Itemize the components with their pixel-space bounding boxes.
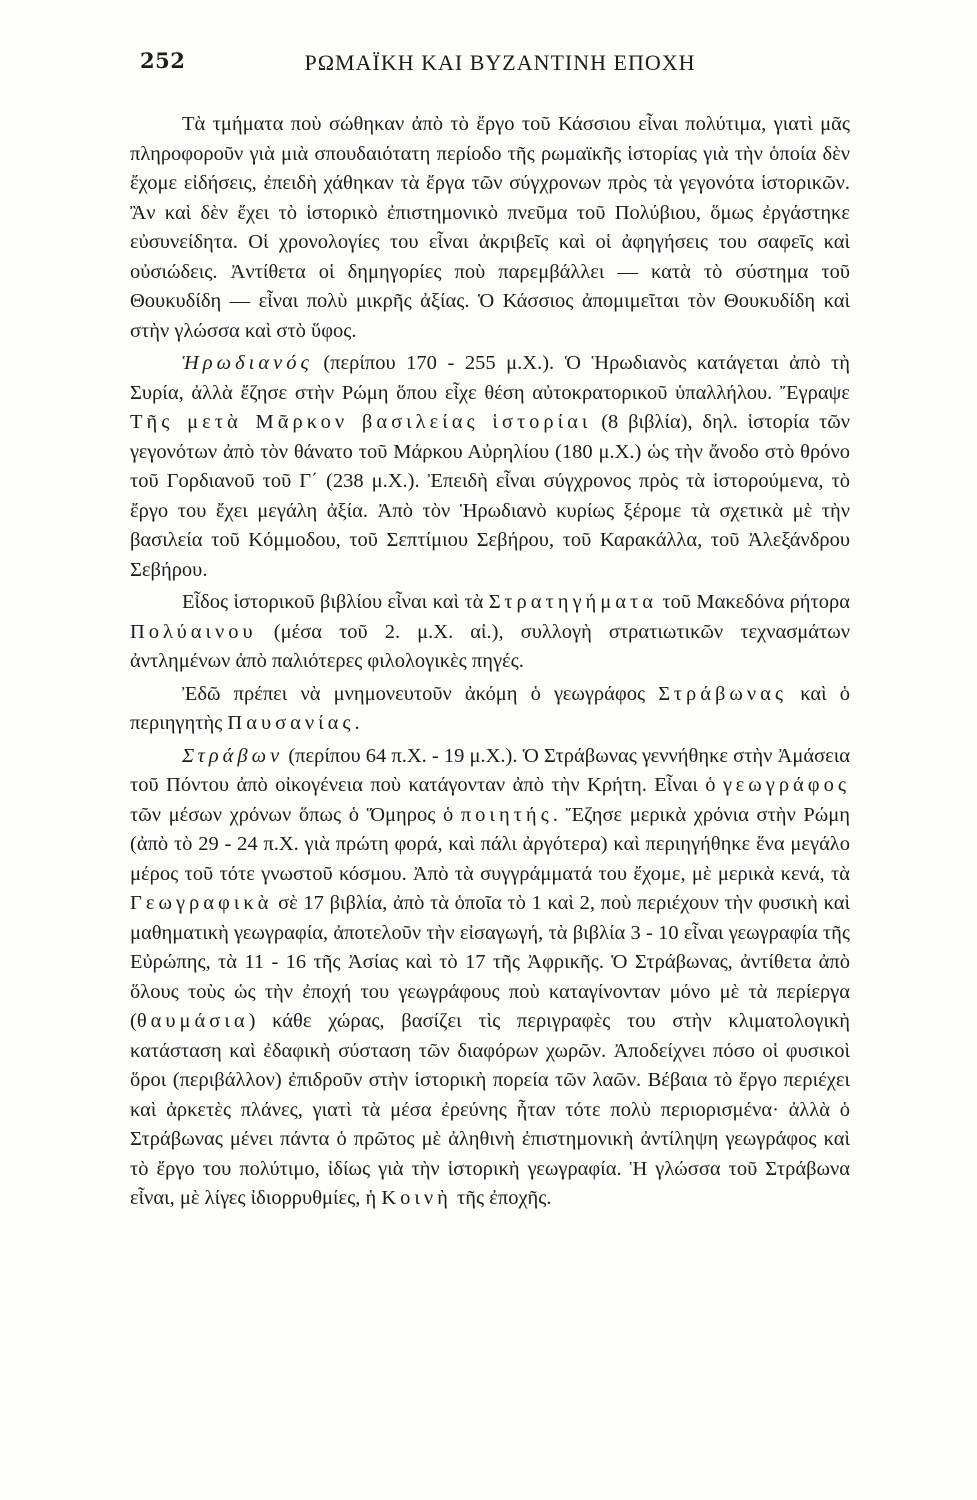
text-run: τῶν μέσων χρόνων ὅπως ὁ Ὅμηρος ὁ [130,803,461,826]
author-name-strabon: Στράβων [182,744,284,767]
page-header [140,44,860,84]
author-name-herodian: Ἡρωδιανός [182,352,313,374]
body-text [130,110,850,1214]
emphasis-wonders: θαυμάσια [136,1010,249,1032]
text-run: (μέσα τοῦ 2. μ.Χ. αἰ.), συλλογὴ στρατιωτικῶν τεχνασμάτων ἀντλημένων ἀπὸ παλιότερες φιλολογικὲς πηγές. [130,620,850,672]
emphasis-geographer: γεωγράφος [722,774,850,796]
page-number: 252 [140,48,186,73]
text-run: ) κάθε χώρας, βασίζει τὶς περιγραφὲς του στὴν κλιματολογικὴ κατάσταση καὶ ἐδαφικὴ σύσταση τῶν διαφόρων χωρῶν. Ἀποδείχνει πόσο οἱ φυσικοὶ ὅροι (περιβάλλον) ἐπιδροῦν στὴν ἱστορικὴ πορεία τῶν λαῶν. Βέβαια τὸ ἔργο περιέχει καὶ ἀρκετὲς πλάνες, γιατὶ τὰ μέσα ἐρεύνης ἦταν τότε πολὺ περιορισμένα· ἀλλὰ ὁ Στράβωνας μένει πάντα ὁ πρῶτος μὲ ἀληθινὴ ἐπιστημονικὴ ἀντίληψη γεωγράφος καὶ τὸ ἔργο του πολύτιμο, ἰδίως γιὰ τὴν ἱστορικὴ γεωγραφία. Ἡ γλώσσα τοῦ Στράβωνα εἶναι, μὲ λίγες ἰδιορρυθμίες, ἡ [130,1010,850,1209]
author-name-pausanias: Παυσανίας [227,712,355,734]
text-run: . Ἔζησε μερικὰ χρόνια στὴν Ρώμη (ἀπὸ τὸ 29 - 24 π.Χ. γιὰ πρώτη φορά, καὶ πάλι ἀργότερα) καὶ περιηγήθηκε ἕνα μεγάλο μέρος τοῦ τότε γνωστοῦ κόσμου. Ἀπὸ τὰ συγγράμματά του ἔχομε, μὲ μερικὰ κενά, τὰ [130,803,850,885]
text-run: τῆς ἐποχῆς. [451,1187,552,1209]
author-name-polyaenus: Πολύαινου [130,620,257,643]
text-run: καὶ ὁ περιηγητὴς [130,682,850,734]
text-run: Εἶδος ἱστορικοῦ βιβλίου εἶναι καὶ τὰ [182,591,489,613]
emphasis-koine: Κοινὴ [381,1187,452,1209]
text-run: Τὰ τμήματα ποὺ σώθηκαν ἀπὸ τὸ ἔργο τοῦ Κάσσιου εἶναι πολύτιμα, γιατὶ μᾶς πληροφοροῦν γιὰ μιὰ σπουδαιότατη περίοδο τῆς ρωμαϊκῆς ἱστορίας γιὰ τὴν ὁποία δὲν ἔχομε εἰδήσεις, ἐπειδὴ χάθηκαν τὰ ἔργα τῶν σύγχρονων πρὸς τὰ γεγονότα ἱστορικῶν. Ἂν καὶ δὲν ἔχει τὸ ἱστορικὸ ἐπιστημονικὸ πνεῦμα τοῦ Πολύβιου, ὅμως ἐργάστηκε εὐσυνείδητα. Οἱ χρονολογίες του εἶναι ἀκριβεῖς καὶ οἱ ἀφηγήσεις του σαφεῖς καὶ οὐσιώδεις. Ἀντίθετα οἱ δημηγορίες ποὺ παρεμβάλλει — κατὰ τὸ σύστημα τοῦ Θουκυδίδη — εἶναι πολὺ μικρῆς ἀξίας. Ὁ Κάσσιος ἀπομιμεῖται τὸν Θουκυδίδη καὶ στὴν γλώσσα καὶ στὸ ὕφος. [130,113,850,342]
work-title-polyaenus: Στρατηγήματα [488,591,657,613]
text-run: Ἐδῶ πρέπει νὰ μνημονευτοῦν ἀκόμη ὁ γεωγράφος [182,682,659,705]
text-run: σὲ 17 βιβλία, ἀπὸ τὰ ὁποῖα τὸ 1 καὶ 2, ποὺ περιέχουν τὴν φυσικὴ καὶ μαθηματικὴ γεωγραφία, ἀποτελοῦν τὴν εἰσαγωγή, τὰ βιβλία 3 - 10 εἶναι γεωγραφία τῆς Εὐρώπης, τὰ 11 - 16 τῆς Ἀσίας καὶ τὸ 17 τῆς Ἀφρικῆς. Ὁ Στράβωνας, ἀντίθετα ἀπὸ ὅλους τοὺς ὡς τὴν ἐποχή του γεωγράφους ποὺ καταγίνονταν μόνο μὲ τὰ περίεργα ( [130,892,850,1032]
text-run: (περίπου 64 π.Χ. - 19 μ.Χ.). Ὁ Στράβωνας γεννήθηκε στὴν Ἀμάσεια τοῦ Πόντου ἀπὸ οἰκογένεια ποὺ κατάγονταν ἀπὸ τὴν Κρήτη. Εἶναι ὁ [130,744,850,796]
work-title-geographica: Γεωγραφικὰ [130,892,273,914]
paragraph-strabo-pausanias [130,680,850,739]
emphasis-poet: ποιητής [460,803,553,826]
paragraph-strabo [130,742,850,1214]
text-run: τοῦ Μακεδόνα ρήτορα [656,591,850,613]
paragraph-cassius [130,110,850,346]
work-title-herodian: Τῆς μετὰ Μᾶρκον βασιλείας ἱστορίαι [130,411,592,433]
paragraph-polyaenus [130,588,850,677]
text-run: (περίπου 170 - 255 μ.Χ.). Ὁ Ἡρωδιανὸς κατάγεται ἀπὸ τὴ Συρία, ἀλλὰ ἔζησε στὴν Ρώμη ὅπου εἶχε θέση αὐτοκρατορικοῦ ὑπαλλήλου. Ἔγραψε [130,352,850,404]
text-run: . [354,712,360,734]
paragraph-herodian [130,349,850,585]
text-run: (8 βιβλία), δηλ. ἱστορία τῶν γεγονότων ἀπὸ τὸν θάνατο τοῦ Μάρκου Αὐρηλίου (180 μ.Χ.) ὡς τὴν ἄνοδο στὸ θρόνο τοῦ Γορδιανοῦ τοῦ Γ΄ (238 μ.Χ.). Ἐπειδὴ εἶναι σύγχρονος πρὸς τὰ ἱστορούμενα, τὸ ἔργο του ἔχει μεγάλη ἀξία. Ἀπὸ τὸν Ἡρωδιανὸ κυρίως ξέρομε τὰ σχετικὰ μὲ τὴν βασιλεία τοῦ Κόμμοδου, τοῦ Σεπτίμιου Σεβήρου, τοῦ Καρακάλλα, τοῦ Ἀλεξάνδρου Σεβήρου. [130,411,850,581]
running-head: ΡΩΜΑΪΚΗ ΚΑΙ ΒΥΖΑΝΤΙΝΗ ΕΠΟΧΗ [304,50,696,75]
author-name-strabo: Στράβωνας [658,682,788,705]
